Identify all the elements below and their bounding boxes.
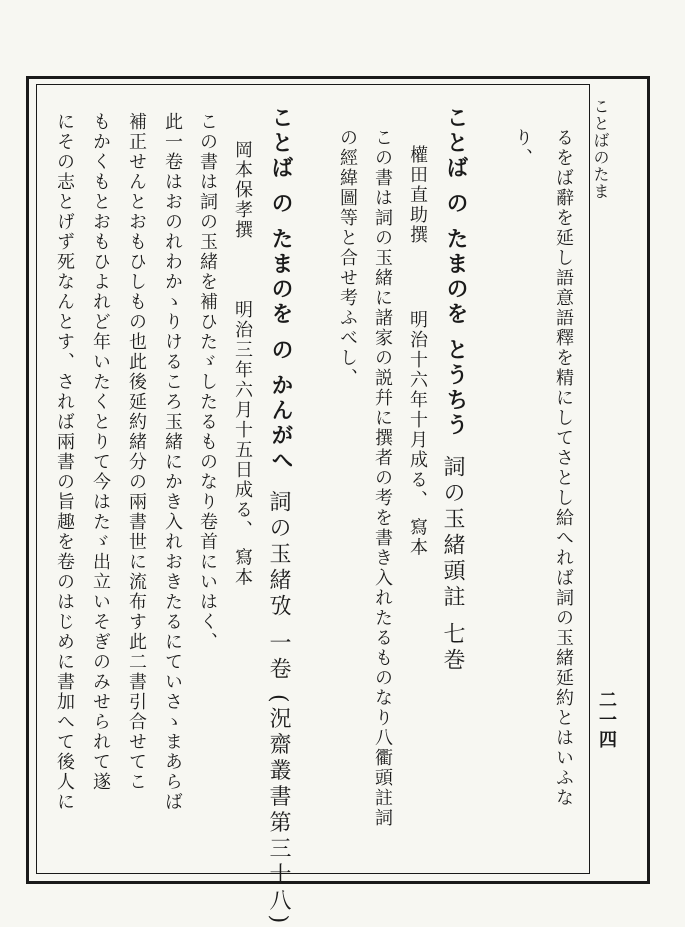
completion-info-1: 明治十六年十月成る、 寫本 [407,310,428,558]
section-heading-reading-1: ことば の たまのを とうちう [443,106,468,438]
text-column-6: 此一卷はおのれわかゝりけるころ玉緒にかき入れおきたるにていさゝまあらば [162,112,183,812]
author-1: 權田直助撰 [407,145,428,245]
text-column-5: この書は詞の玉緒を補ひたゞしたるものなり卷首にいはく、 [197,112,218,652]
page-number: 二一四 [596,690,617,750]
author-2: 岡本保孝撰 [232,140,253,240]
text-column-2: り、 [512,128,533,168]
section-heading-reading-2: ことば の たまのを の かんがへ [268,106,293,474]
text-column-1: るをば辭を延し語意語釋を精にしてさとし給へれば詞の玉緒延約とはいふな [553,128,574,808]
book-title-1: 詞の玉緒頭註 七巻 [440,455,465,674]
text-column-9: にその志とげず死なんとす、されば兩書の旨趣を卷のはじめに書加へて後人に [54,112,75,812]
text-column-4: の經緯圖等と合せ考ふべし、 [337,128,358,388]
book-title-2: 詞の玉緒攷 一卷 (況齋叢書第三十八) [266,490,291,927]
text-column-7: 補正せんとおもひしもの也此後延約緒分の兩書世に流布す此二書引合せてこ [126,112,147,792]
text-column-3: この書は詞の玉緒に諸家の説幷に撰者の考を書き入れたるものなり八衢頭註詞 [372,128,393,828]
text-column-8: もかくもとおもひよれど年いたくとりて今はたゞ出立いそぎのみせられて遂 [90,112,111,792]
page-inner-border [36,84,590,874]
running-header: ことばのたま [591,98,610,200]
completion-info-2: 明治三年六月十五日成る、 寫本 [232,300,253,588]
